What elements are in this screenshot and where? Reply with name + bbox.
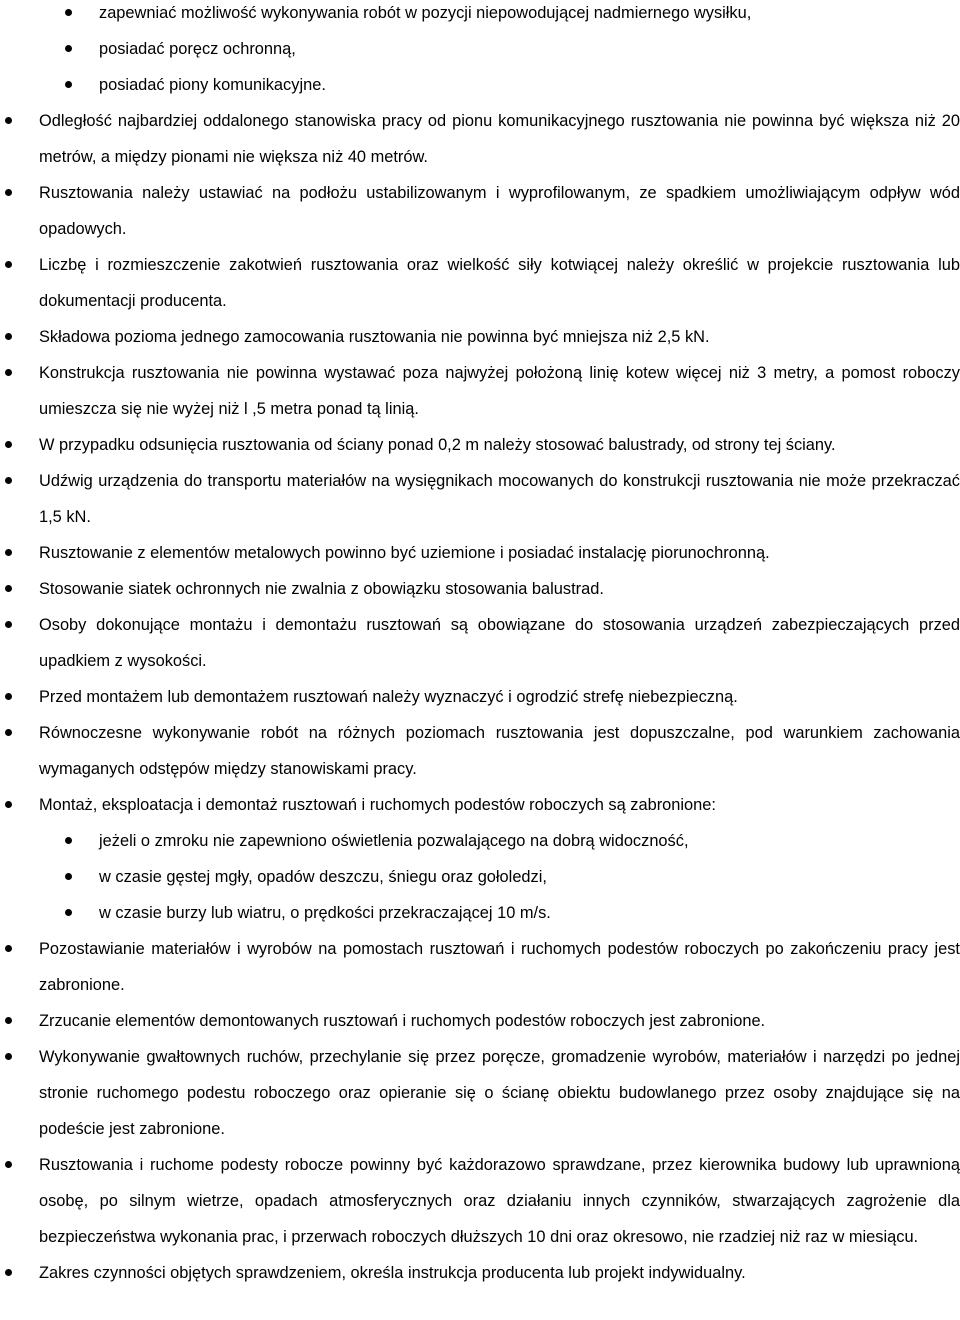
list-item	[0, 1039, 960, 1147]
bullet-icon	[5, 945, 12, 952]
list-item-text: Zakres czynności objętych sprawdzeniem, określa instrukcja producenta lub projekt indywidualny.	[39, 1264, 746, 1282]
bullet-icon	[65, 81, 72, 88]
list-item-text: Stosowanie siatek ochronnych nie zwalnia z obowiązku stosowania balustrad.	[39, 580, 604, 598]
bullet-icon	[5, 333, 12, 340]
list-item-text: Liczbę i rozmieszczenie zakotwień rusztowania oraz wielkość siły kotwiącej należy określić w projekcie rusztowania lub dokumentacji producenta.	[39, 256, 960, 310]
bullet-icon	[5, 189, 12, 196]
list-item-text: Wykonywanie gwałtownych ruchów, przechylanie się przez poręcze, gromadzenie wyrobów, materiałów i narzędzi po jednej stronie ruchomego podestu roboczego oraz opieranie się o ścianę obiektu budowlanego przez osoby znajdujące się na podeście jest zabronione.	[39, 1048, 960, 1138]
bullet-icon	[5, 585, 12, 592]
list-item	[0, 103, 960, 175]
list-item-text: Przed montażem lub demontażem rusztowań należy wyznaczyć i ogrodzić strefę niebezpieczną.	[39, 688, 738, 706]
bullet-icon	[5, 549, 12, 556]
list-item	[0, 175, 960, 247]
bullet-icon	[5, 1017, 12, 1024]
list-item	[0, 247, 960, 319]
bullet-icon	[5, 117, 12, 124]
list-item-text: Rusztowanie z elementów metalowych powinno być uziemione i posiadać instalację piorunochronną.	[39, 544, 770, 562]
list-item	[0, 607, 960, 679]
bullet-icon	[65, 837, 72, 844]
list-item	[0, 1147, 960, 1255]
bullet-icon	[5, 477, 12, 484]
bullet-icon	[65, 9, 72, 16]
list-item	[0, 571, 960, 607]
list-item-text: Składowa pozioma jednego zamocowania rusztowania nie powinna być mniejsza niż 2,5 kN.	[39, 328, 710, 346]
list-item-text: Równoczesne wykonywanie robót na różnych poziomach rusztowania jest dopuszczalne, pod warunkiem zachowania wymaganych odstępów między stanowiskami pracy.	[39, 724, 960, 778]
main-list-a	[0, 103, 960, 823]
list-item	[0, 1255, 960, 1291]
top-sub-list	[0, 0, 960, 103]
main-list-b	[0, 931, 960, 1291]
list-item	[0, 895, 960, 931]
list-item-text: posiadać poręcz ochronną,	[99, 40, 296, 58]
bullet-icon	[5, 729, 12, 736]
bullet-icon	[5, 441, 12, 448]
list-item	[0, 427, 960, 463]
list-item-text: Rusztowania i ruchome podesty robocze powinny być każdorazowo sprawdzane, przez kierownika budowy lub uprawnioną osobę, po silnym wietrze, opadach atmosferycznych oraz działaniu innych czynników, stwarzających zagrożenie dla bezpieczeństwa wykonania prac, i przerwach roboczych dłuższych 10 dni oraz okresowo, nie rzadziej niż raz w miesiącu.	[39, 1156, 960, 1246]
bullet-icon	[65, 909, 72, 916]
list-item-text: Udźwig urządzenia do transportu materiałów na wysięgnikach mocowanych do konstrukcji rusztowania nie może przekraczać 1,5 kN.	[39, 472, 960, 526]
bullet-icon	[5, 261, 12, 268]
list-item	[0, 319, 960, 355]
list-item	[0, 715, 960, 787]
list-item-text: Pozostawianie materiałów i wyrobów na pomostach rusztowań i ruchomych podestów roboczych po zakończeniu pracy jest zabronione.	[39, 940, 960, 994]
list-item-text: posiadać piony komunikacyjne.	[99, 76, 326, 94]
list-item-text: Osoby dokonujące montażu i demontażu rusztowań są obowiązane do stosowania urządzeń zabezpieczających przed upadkiem z wysokości.	[39, 616, 960, 670]
list-item	[0, 355, 960, 427]
bullet-icon	[5, 1053, 12, 1060]
bullet-icon	[65, 873, 72, 880]
list-item-text: Montaż, eksploatacja i demontaż rusztowań i ruchomych podestów roboczych są zabronione:	[39, 796, 716, 814]
list-item-text: Odległość najbardziej oddalonego stanowiska pracy od pionu komunikacyjnego rusztowania nie powinna być większa niż 20 metrów, a między pionami nie większa niż 40 metrów.	[39, 112, 960, 166]
list-item-text: Konstrukcja rusztowania nie powinna wystawać poza najwyżej położoną linię kotew więcej niż 3 metry, a pomost roboczy umieszcza się nie wyżej niż l ,5 metra ponad tą linią.	[39, 364, 960, 418]
list-item	[0, 535, 960, 571]
bullet-icon	[5, 621, 12, 628]
list-item	[0, 823, 960, 859]
bullet-icon	[65, 45, 72, 52]
list-item	[0, 931, 960, 1003]
bullet-icon	[5, 693, 12, 700]
list-item	[0, 463, 960, 535]
list-item-text: W przypadku odsunięcia rusztowania od ściany ponad 0,2 m należy stosować balustrady, od strony tej ściany.	[39, 436, 836, 454]
bullet-icon	[5, 1269, 12, 1276]
bullet-icon	[5, 1161, 12, 1168]
bullet-icon	[5, 369, 12, 376]
list-item-text: Zrzucanie elementów demontowanych rusztowań i ruchomych podestów roboczych jest zabronione.	[39, 1012, 766, 1030]
bullet-icon	[5, 801, 12, 808]
list-item	[0, 859, 960, 895]
list-item	[0, 1003, 960, 1039]
list-item	[0, 0, 960, 31]
sub-list	[0, 823, 960, 931]
list-item	[0, 31, 960, 67]
list-item	[0, 679, 960, 715]
list-item	[0, 787, 960, 823]
list-item	[0, 67, 960, 103]
list-item-text: zapewniać możliwość wykonywania robót w pozycji niepowodującej nadmiernego wysiłku,	[99, 4, 752, 22]
list-item-text: w czasie burzy lub wiatru, o prędkości przekraczającej 10 m/s.	[99, 904, 551, 922]
list-item-text: jeżeli o zmroku nie zapewniono oświetlenia pozwalającego na dobrą widoczność,	[99, 832, 689, 850]
list-item-text: w czasie gęstej mgły, opadów deszczu, śniegu oraz gołoledzi,	[99, 868, 547, 886]
list-item-text: Rusztowania należy ustawiać na podłożu ustabilizowanym i wyprofilowanym, ze spadkiem umożliwiającym odpływ wód opadowych.	[39, 184, 960, 238]
